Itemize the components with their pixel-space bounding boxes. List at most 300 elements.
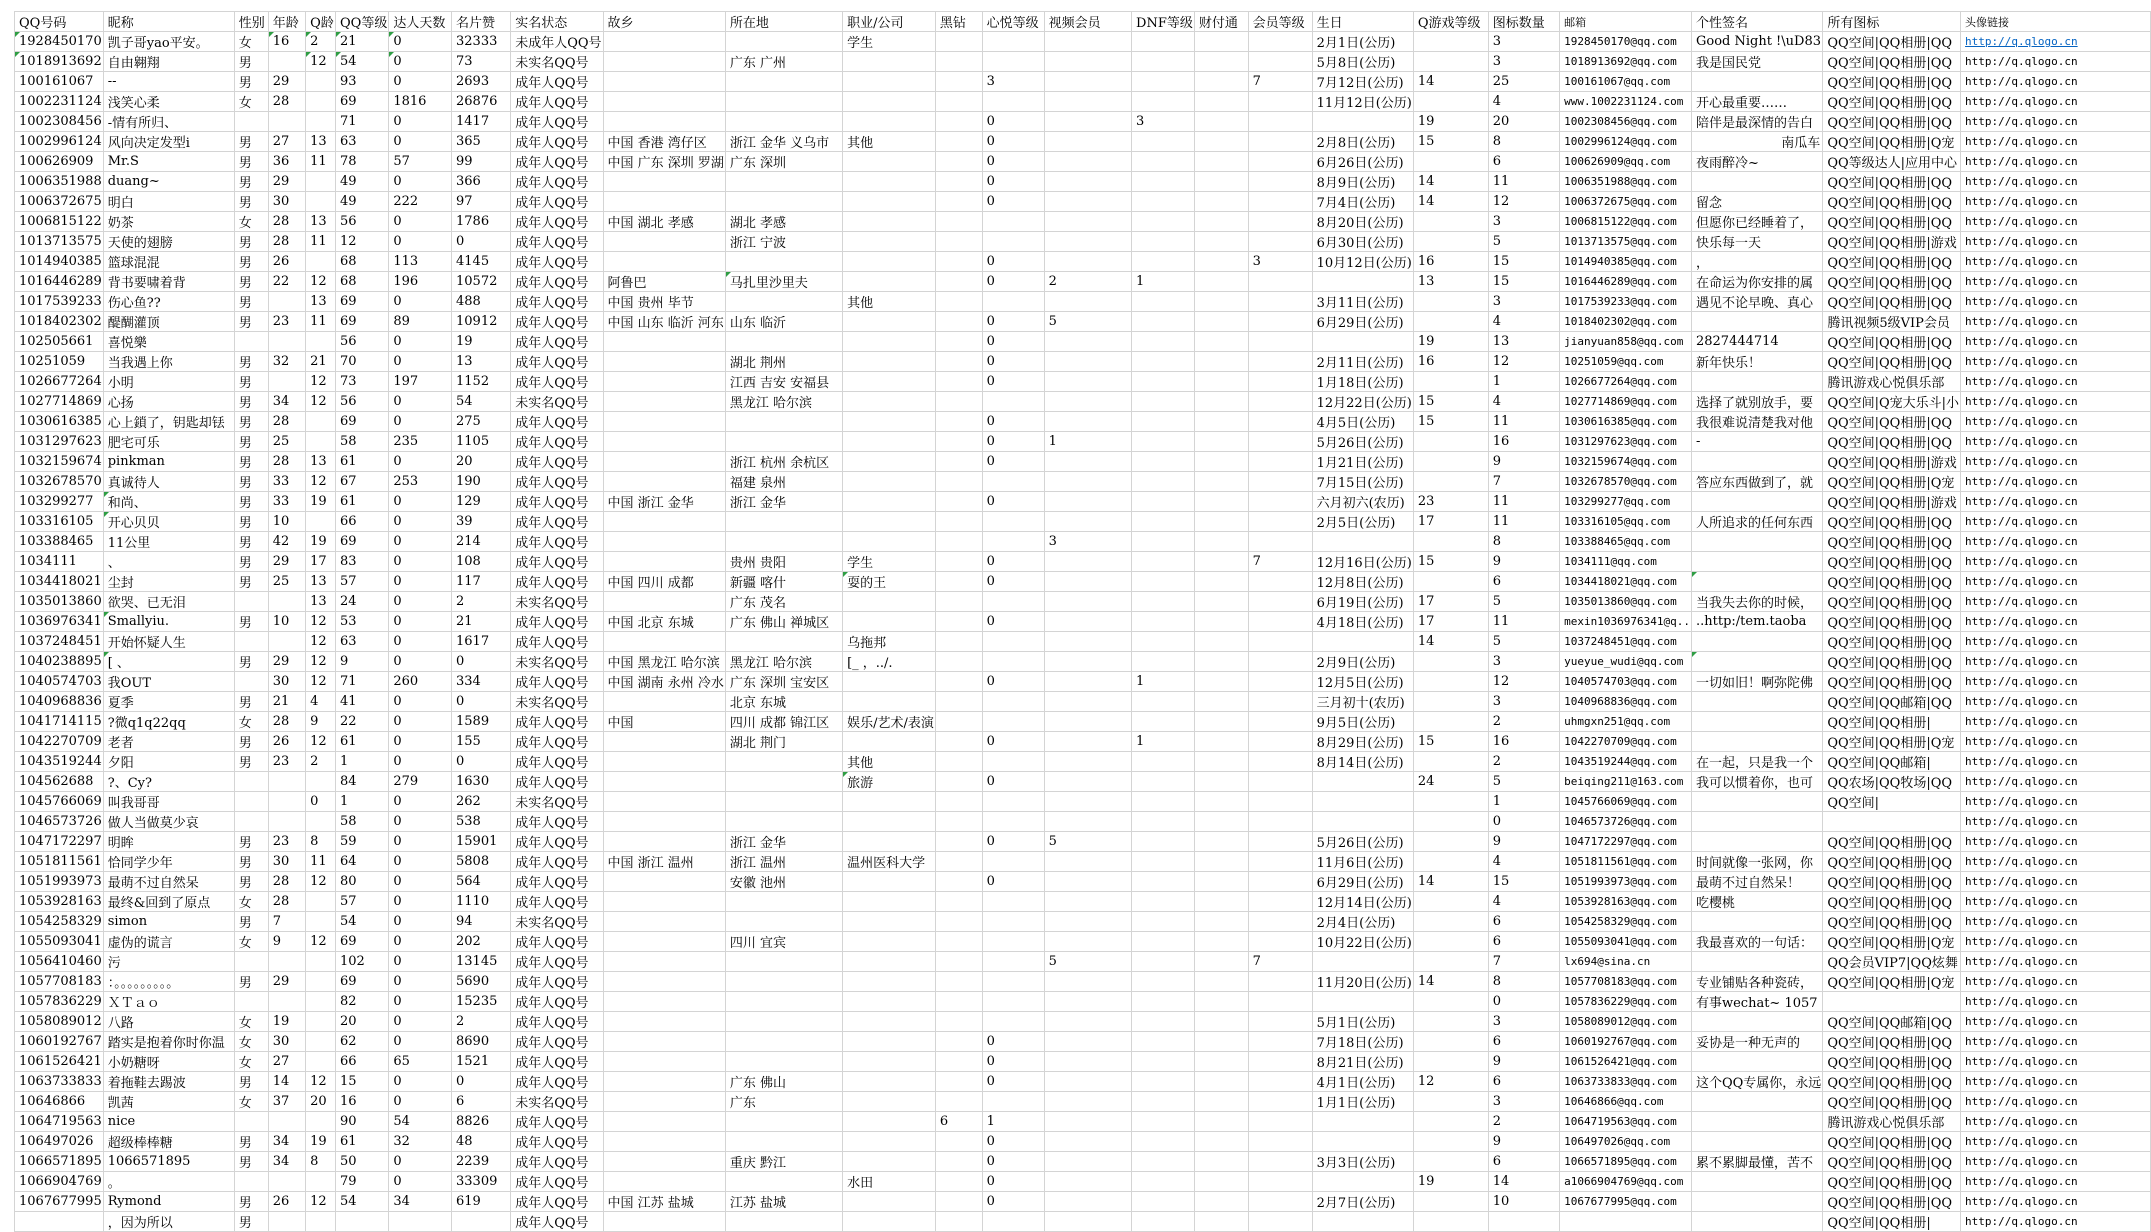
cell-qage[interactable] [306,1112,336,1132]
cell-job[interactable] [843,72,936,92]
cell-qq[interactable]: 1042270709 [15,732,104,752]
cell-sig[interactable] [1691,1012,1822,1032]
cell-location[interactable] [725,812,842,832]
cell-heizuan[interactable] [935,192,982,212]
cell-daren[interactable] [389,1212,452,1232]
cell-dnf[interactable] [1132,292,1195,312]
cell-qq[interactable]: 1002308456 [15,112,104,132]
cell-birthday[interactable] [1312,772,1413,792]
cell-qq[interactable]: 1013713575 [15,232,104,252]
cell-email[interactable] [1560,1212,1692,1232]
cell-nick[interactable]: 开心贝贝 [103,512,234,532]
cell-qage[interactable]: 19 [306,532,336,552]
cell-location[interactable] [725,432,842,452]
cell-heizuan[interactable] [935,1172,982,1192]
cell-qqlevel[interactable]: 83 [336,552,389,572]
cell-location[interactable] [725,292,842,312]
cell-vip[interactable] [1248,372,1312,392]
cell-realname[interactable]: 成年人QQ号 [511,1112,603,1132]
cell-gender[interactable]: 男 [234,492,268,512]
cell-qqlevel[interactable]: 69 [336,972,389,992]
cell-avatar[interactable]: http://q.qlogo.cn [1961,352,2151,372]
cell-qgame[interactable] [1413,712,1488,732]
cell-hometown[interactable] [603,112,725,132]
cell-birthday[interactable] [1312,792,1413,812]
cell-allicons[interactable]: QQ空间|QQ相册| [1823,1212,1961,1232]
cell-avatar[interactable]: http://q.qlogo.cn [1961,832,2151,852]
cell-heizuan[interactable] [935,712,982,732]
cell-xinyue[interactable] [982,992,1044,1012]
cell-hometown[interactable] [603,412,725,432]
cell-gender[interactable]: 男 [234,72,268,92]
cell-xinyue[interactable]: 0 [982,672,1044,692]
cell-likes[interactable]: 117 [452,572,511,592]
cell-birthday[interactable]: 1月18日(公历) [1312,372,1413,392]
cell-qgame[interactable]: 15 [1413,132,1488,152]
cell-likes[interactable]: 619 [452,1192,511,1212]
cell-vip[interactable] [1248,912,1312,932]
cell-video[interactable]: 3 [1044,532,1131,552]
cell-qqlevel[interactable]: 71 [336,672,389,692]
cell-age[interactable]: 30 [268,192,305,212]
cell-qqlevel[interactable]: 69 [336,412,389,432]
column-header-job[interactable]: 职业/公司 [843,12,936,32]
cell-qq[interactable]: 1043519244 [15,752,104,772]
cell-caifutong[interactable] [1194,912,1248,932]
cell-caifutong[interactable] [1194,1052,1248,1072]
cell-caifutong[interactable] [1194,172,1248,192]
cell-xinyue[interactable]: 0 [982,312,1044,332]
cell-birthday[interactable]: 2月11日(公历) [1312,352,1413,372]
cell-age[interactable]: 30 [268,1032,305,1052]
cell-job[interactable] [843,1152,936,1172]
cell-caifutong[interactable] [1194,1212,1248,1232]
cell-job[interactable] [843,172,936,192]
cell-qage[interactable] [306,1212,336,1232]
cell-sig[interactable] [1691,912,1822,932]
cell-gender[interactable]: 男 [234,1152,268,1172]
cell-likes[interactable]: 155 [452,732,511,752]
cell-dnf[interactable] [1132,852,1195,872]
cell-location[interactable] [725,992,842,1012]
cell-qq[interactable]: 1017539233 [15,292,104,312]
cell-video[interactable] [1044,1072,1131,1092]
cell-qqlevel[interactable]: 61 [336,452,389,472]
cell-nick[interactable]: 老者 [103,732,234,752]
cell-heizuan[interactable] [935,872,982,892]
cell-sig[interactable]: ..http:/tem.taoba [1691,612,1822,632]
cell-video[interactable] [1044,92,1131,112]
cell-daren[interactable]: 0 [389,972,452,992]
cell-hometown[interactable]: 中国 四川 成都 [603,572,725,592]
cell-video[interactable] [1044,872,1131,892]
cell-age[interactable]: 19 [268,1012,305,1032]
cell-email[interactable]: 1058089012@qq.com [1560,1012,1692,1032]
cell-video[interactable] [1044,632,1131,652]
cell-allicons[interactable]: QQ空间|QQ相册|QQ [1823,892,1961,912]
cell-age[interactable]: 36 [268,152,305,172]
cell-qqlevel[interactable]: 62 [336,1032,389,1052]
cell-avatar[interactable]: http://q.qlogo.cn [1961,272,2151,292]
cell-qq[interactable]: 103299277 [15,492,104,512]
cell-dnf[interactable] [1132,512,1195,532]
column-header-sig[interactable]: 个性签名 [1691,12,1822,32]
cell-xinyue[interactable]: 0 [982,172,1044,192]
cell-heizuan[interactable] [935,32,982,52]
cell-realname[interactable]: 成年人QQ号 [511,1032,603,1052]
cell-qq[interactable]: 1060192767 [15,1032,104,1052]
cell-caifutong[interactable] [1194,392,1248,412]
cell-birthday[interactable]: 4月1日(公历) [1312,1072,1413,1092]
cell-likes[interactable]: 190 [452,472,511,492]
cell-qqlevel[interactable]: 61 [336,1132,389,1152]
cell-hometown[interactable] [603,812,725,832]
cell-nick[interactable]: 小奶糖呀 [103,1052,234,1072]
cell-email[interactable]: 10251059@qq.com [1560,352,1692,372]
cell-hometown[interactable] [603,52,725,72]
cell-heizuan[interactable] [935,452,982,472]
cell-vip[interactable] [1248,812,1312,832]
cell-nick[interactable]: 夕阳 [103,752,234,772]
cell-qage[interactable] [306,432,336,452]
cell-likes[interactable]: 8690 [452,1032,511,1052]
cell-qage[interactable]: 11 [306,232,336,252]
cell-job[interactable]: 其他 [843,132,936,152]
cell-sig[interactable]: 吃樱桃 [1691,892,1822,912]
cell-hometown[interactable] [603,172,725,192]
cell-heizuan[interactable] [935,692,982,712]
cell-heizuan[interactable] [935,652,982,672]
cell-qqlevel[interactable]: 71 [336,112,389,132]
cell-qqlevel[interactable]: 69 [336,312,389,332]
column-header-hometown[interactable]: 故乡 [603,12,725,32]
cell-avatar[interactable]: http://q.qlogo.cn [1961,712,2151,732]
cell-qgame[interactable]: 14 [1413,72,1488,92]
cell-birthday[interactable]: 8月20日(公历) [1312,212,1413,232]
cell-vip[interactable] [1248,1132,1312,1152]
cell-likes[interactable]: 26876 [452,92,511,112]
cell-job[interactable]: 耍的王 [843,572,936,592]
cell-heizuan[interactable] [935,292,982,312]
cell-realname[interactable]: 成年人QQ号 [511,72,603,92]
cell-job[interactable]: 水田 [843,1172,936,1192]
cell-sig[interactable] [1691,1172,1822,1192]
cell-birthday[interactable] [1312,272,1413,292]
cell-avatar[interactable]: http://q.qlogo.cn [1961,532,2151,552]
cell-job[interactable] [843,672,936,692]
cell-qgame[interactable] [1413,652,1488,672]
cell-qage[interactable] [306,772,336,792]
cell-likes[interactable]: 2 [452,592,511,612]
cell-sig[interactable] [1691,792,1822,812]
cell-qqlevel[interactable]: 93 [336,72,389,92]
cell-job[interactable] [843,792,936,812]
cell-caifutong[interactable] [1194,772,1248,792]
cell-job[interactable] [843,832,936,852]
cell-avatar[interactable]: http://q.qlogo.cn [1961,1092,2151,1112]
cell-age[interactable]: 30 [268,852,305,872]
cell-sig[interactable] [1691,632,1822,652]
cell-location[interactable] [725,192,842,212]
cell-daren[interactable]: 0 [389,1032,452,1052]
cell-xinyue[interactable] [982,952,1044,972]
cell-caifutong[interactable] [1194,192,1248,212]
cell-video[interactable] [1044,512,1131,532]
cell-heizuan[interactable] [935,852,982,872]
cell-hometown[interactable] [603,732,725,752]
cell-likes[interactable]: 334 [452,672,511,692]
cell-avatar[interactable]: http://q.qlogo.cn [1961,132,2151,152]
cell-gender[interactable]: 男 [234,352,268,372]
cell-location[interactable] [725,172,842,192]
cell-avatar[interactable]: http://q.qlogo.cn [1961,332,2151,352]
cell-qq[interactable]: 1018913692 [15,52,104,72]
column-header-qgame[interactable]: Q游戏等级 [1413,12,1488,32]
cell-job[interactable] [843,212,936,232]
cell-xinyue[interactable]: 0 [982,772,1044,792]
cell-age[interactable] [268,952,305,972]
cell-qq[interactable]: 1002231124 [15,92,104,112]
cell-job[interactable]: 学生 [843,552,936,572]
cell-heizuan[interactable] [935,612,982,632]
cell-nick[interactable]: Smallyiu. [103,612,234,632]
cell-job[interactable] [843,1072,936,1092]
cell-icons[interactable]: 7 [1488,472,1559,492]
cell-likes[interactable]: 32333 [452,32,511,52]
cell-sig[interactable] [1691,1052,1822,1072]
cell-avatar[interactable]: http://q.qlogo.cn [1961,412,2151,432]
cell-icons[interactable]: 11 [1488,172,1559,192]
cell-birthday[interactable]: 2月8日(公历) [1312,132,1413,152]
cell-xinyue[interactable]: 0 [982,192,1044,212]
cell-realname[interactable]: 成年人QQ号 [511,512,603,532]
cell-nick[interactable]: 和尚、 [103,492,234,512]
cell-dnf[interactable] [1132,472,1195,492]
cell-hometown[interactable] [603,872,725,892]
cell-allicons[interactable]: QQ空间|QQ相册|游戏 [1823,232,1961,252]
cell-birthday[interactable]: 6月30日(公历) [1312,232,1413,252]
cell-icons[interactable]: 9 [1488,452,1559,472]
cell-hometown[interactable]: 中国 浙江 金华 [603,492,725,512]
cell-qgame[interactable] [1413,812,1488,832]
cell-avatar[interactable]: http://q.qlogo.cn [1961,632,2151,652]
cell-allicons[interactable]: 腾讯视频5级VIP会员 [1823,312,1961,332]
cell-job[interactable] [843,1012,936,1032]
cell-vip[interactable] [1248,332,1312,352]
cell-birthday[interactable]: 12月5日(公历) [1312,672,1413,692]
cell-age[interactable]: 28 [268,452,305,472]
cell-dnf[interactable] [1132,1072,1195,1092]
cell-dnf[interactable] [1132,532,1195,552]
cell-realname[interactable]: 成年人QQ号 [511,1152,603,1172]
cell-email[interactable]: 1018913692@qq.com [1560,52,1692,72]
cell-icons[interactable]: 5 [1488,232,1559,252]
cell-likes[interactable]: 97 [452,192,511,212]
cell-birthday[interactable] [1312,1132,1413,1152]
cell-qgame[interactable] [1413,532,1488,552]
cell-qage[interactable]: 13 [306,572,336,592]
cell-likes[interactable] [452,1212,511,1232]
cell-heizuan[interactable] [935,572,982,592]
cell-caifutong[interactable] [1194,712,1248,732]
cell-xinyue[interactable] [982,852,1044,872]
cell-birthday[interactable] [1312,332,1413,352]
cell-realname[interactable]: 成年人QQ号 [511,432,603,452]
cell-birthday[interactable]: 12月22日(公历) [1312,392,1413,412]
cell-email[interactable]: 1030616385@qq.com [1560,412,1692,432]
cell-qage[interactable] [306,412,336,432]
cell-qqlevel[interactable]: 15 [336,1072,389,1092]
cell-dnf[interactable] [1132,972,1195,992]
cell-avatar[interactable]: http://q.qlogo.cn [1961,1112,2151,1132]
cell-xinyue[interactable]: 0 [982,1032,1044,1052]
cell-dnf[interactable] [1132,812,1195,832]
cell-caifutong[interactable] [1194,1172,1248,1192]
cell-job[interactable] [843,452,936,472]
cell-avatar[interactable]: http://q.qlogo.cn [1961,172,2151,192]
cell-qage[interactable]: 8 [306,1152,336,1172]
cell-hometown[interactable] [603,432,725,452]
cell-video[interactable] [1044,412,1131,432]
cell-caifutong[interactable] [1194,792,1248,812]
cell-caifutong[interactable] [1194,532,1248,552]
cell-daren[interactable]: 0 [389,392,452,412]
cell-qqlevel[interactable]: 67 [336,472,389,492]
cell-daren[interactable]: 0 [389,452,452,472]
cell-sig[interactable]: Good Night !\uD83 [1691,32,1822,52]
cell-likes[interactable]: 5690 [452,972,511,992]
cell-email[interactable]: 1047172297@qq.com [1560,832,1692,852]
cell-birthday[interactable]: 1月1日(公历) [1312,1092,1413,1112]
cell-hometown[interactable]: 中国 [603,712,725,732]
cell-job[interactable] [843,192,936,212]
cell-birthday[interactable]: 1月21日(公历) [1312,452,1413,472]
cell-realname[interactable]: 成年人QQ号 [511,92,603,112]
cell-qgame[interactable]: 13 [1413,272,1488,292]
cell-qq[interactable]: 1066571895 [15,1152,104,1172]
cell-nick[interactable]: 开始怀疑人生 [103,632,234,652]
cell-heizuan[interactable]: 6 [935,1112,982,1132]
cell-realname[interactable]: 成年人QQ号 [511,272,603,292]
cell-qgame[interactable]: 14 [1413,872,1488,892]
cell-hometown[interactable] [603,452,725,472]
cell-age[interactable]: 28 [268,412,305,432]
cell-qgame[interactable] [1413,232,1488,252]
cell-realname[interactable]: 成年人QQ号 [511,972,603,992]
cell-birthday[interactable]: 7月15日(公历) [1312,472,1413,492]
cell-job[interactable] [843,612,936,632]
cell-sig[interactable]: 快乐每一天 [1691,232,1822,252]
cell-daren[interactable]: 65 [389,1052,452,1072]
cell-qq[interactable]: 1040968836 [15,692,104,712]
cell-email[interactable]: 1054258329@qq.com [1560,912,1692,932]
cell-nick[interactable]: 虚伪的谎言 [103,932,234,952]
cell-xinyue[interactable]: 0 [982,492,1044,512]
cell-sig[interactable]: 留念 [1691,192,1822,212]
cell-vip[interactable] [1248,532,1312,552]
cell-dnf[interactable] [1132,612,1195,632]
cell-heizuan[interactable] [935,312,982,332]
cell-realname[interactable]: 成年人QQ号 [511,732,603,752]
cell-dnf[interactable] [1132,492,1195,512]
cell-sig[interactable] [1691,952,1822,972]
cell-allicons[interactable]: QQ空间|QQ相册|QQ [1823,592,1961,612]
cell-qage[interactable]: 12 [306,52,336,72]
cell-caifutong[interactable] [1194,72,1248,92]
cell-birthday[interactable]: 8月29日(公历) [1312,732,1413,752]
cell-video[interactable] [1044,812,1131,832]
cell-qgame[interactable] [1413,1112,1488,1132]
cell-avatar[interactable]: http://q.qlogo.cn [1961,252,2151,272]
cell-dnf[interactable] [1132,572,1195,592]
cell-dnf[interactable] [1132,992,1195,1012]
cell-vip[interactable] [1248,512,1312,532]
cell-qgame[interactable] [1413,692,1488,712]
cell-age[interactable]: 28 [268,892,305,912]
cell-likes[interactable]: 0 [452,1072,511,1092]
cell-daren[interactable]: 0 [389,932,452,952]
cell-hometown[interactable] [603,1212,725,1232]
cell-nick[interactable]: 最终&回到了原点 [103,892,234,912]
cell-nick[interactable]: 天使的翅膀 [103,232,234,252]
cell-daren[interactable]: 0 [389,852,452,872]
cell-qqlevel[interactable]: 49 [336,192,389,212]
cell-birthday[interactable]: 5月8日(公历) [1312,52,1413,72]
cell-nick[interactable]: 醍醐灌顶 [103,312,234,332]
cell-xinyue[interactable]: 0 [982,872,1044,892]
cell-daren[interactable]: 0 [389,1152,452,1172]
cell-likes[interactable]: 2 [452,1012,511,1032]
cell-caifutong[interactable] [1194,112,1248,132]
cell-age[interactable]: 26 [268,252,305,272]
cell-avatar[interactable]: http://q.qlogo.cn [1961,1172,2151,1192]
cell-vip[interactable] [1248,132,1312,152]
cell-job[interactable] [843,472,936,492]
cell-job[interactable] [843,692,936,712]
cell-email[interactable]: 1045766069@qq.com [1560,792,1692,812]
cell-qq[interactable]: 1037248451 [15,632,104,652]
cell-dnf[interactable] [1132,712,1195,732]
cell-gender[interactable]: 男 [234,452,268,472]
cell-qq[interactable]: 1040574703 [15,672,104,692]
cell-age[interactable]: 23 [268,832,305,852]
cell-caifutong[interactable] [1194,1072,1248,1092]
cell-qgame[interactable]: 16 [1413,352,1488,372]
cell-hometown[interactable] [603,752,725,772]
cell-location[interactable] [725,912,842,932]
cell-realname[interactable]: 成年人QQ号 [511,152,603,172]
cell-nick[interactable]: 小明 [103,372,234,392]
cell-qq[interactable]: 1061526421 [15,1052,104,1072]
cell-qqlevel[interactable]: 68 [336,252,389,272]
cell-xinyue[interactable] [982,1012,1044,1032]
cell-birthday[interactable]: 11月6日(公历) [1312,852,1413,872]
column-header-caifutong[interactable]: 财付通 [1194,12,1248,32]
cell-avatar[interactable]: http://q.qlogo.cn [1961,492,2151,512]
cell-allicons[interactable]: QQ空间|QQ相册|QQ [1823,912,1961,932]
cell-video[interactable]: 5 [1044,312,1131,332]
cell-age[interactable]: 23 [268,752,305,772]
cell-heizuan[interactable] [935,832,982,852]
cell-daren[interactable]: 0 [389,612,452,632]
cell-vip[interactable] [1248,1072,1312,1092]
cell-nick[interactable]: 恰同学少年 [103,852,234,872]
cell-caifutong[interactable] [1194,552,1248,572]
cell-birthday[interactable] [1312,112,1413,132]
cell-heizuan[interactable] [935,932,982,952]
cell-xinyue[interactable] [982,512,1044,532]
cell-gender[interactable]: 男 [234,1192,268,1212]
